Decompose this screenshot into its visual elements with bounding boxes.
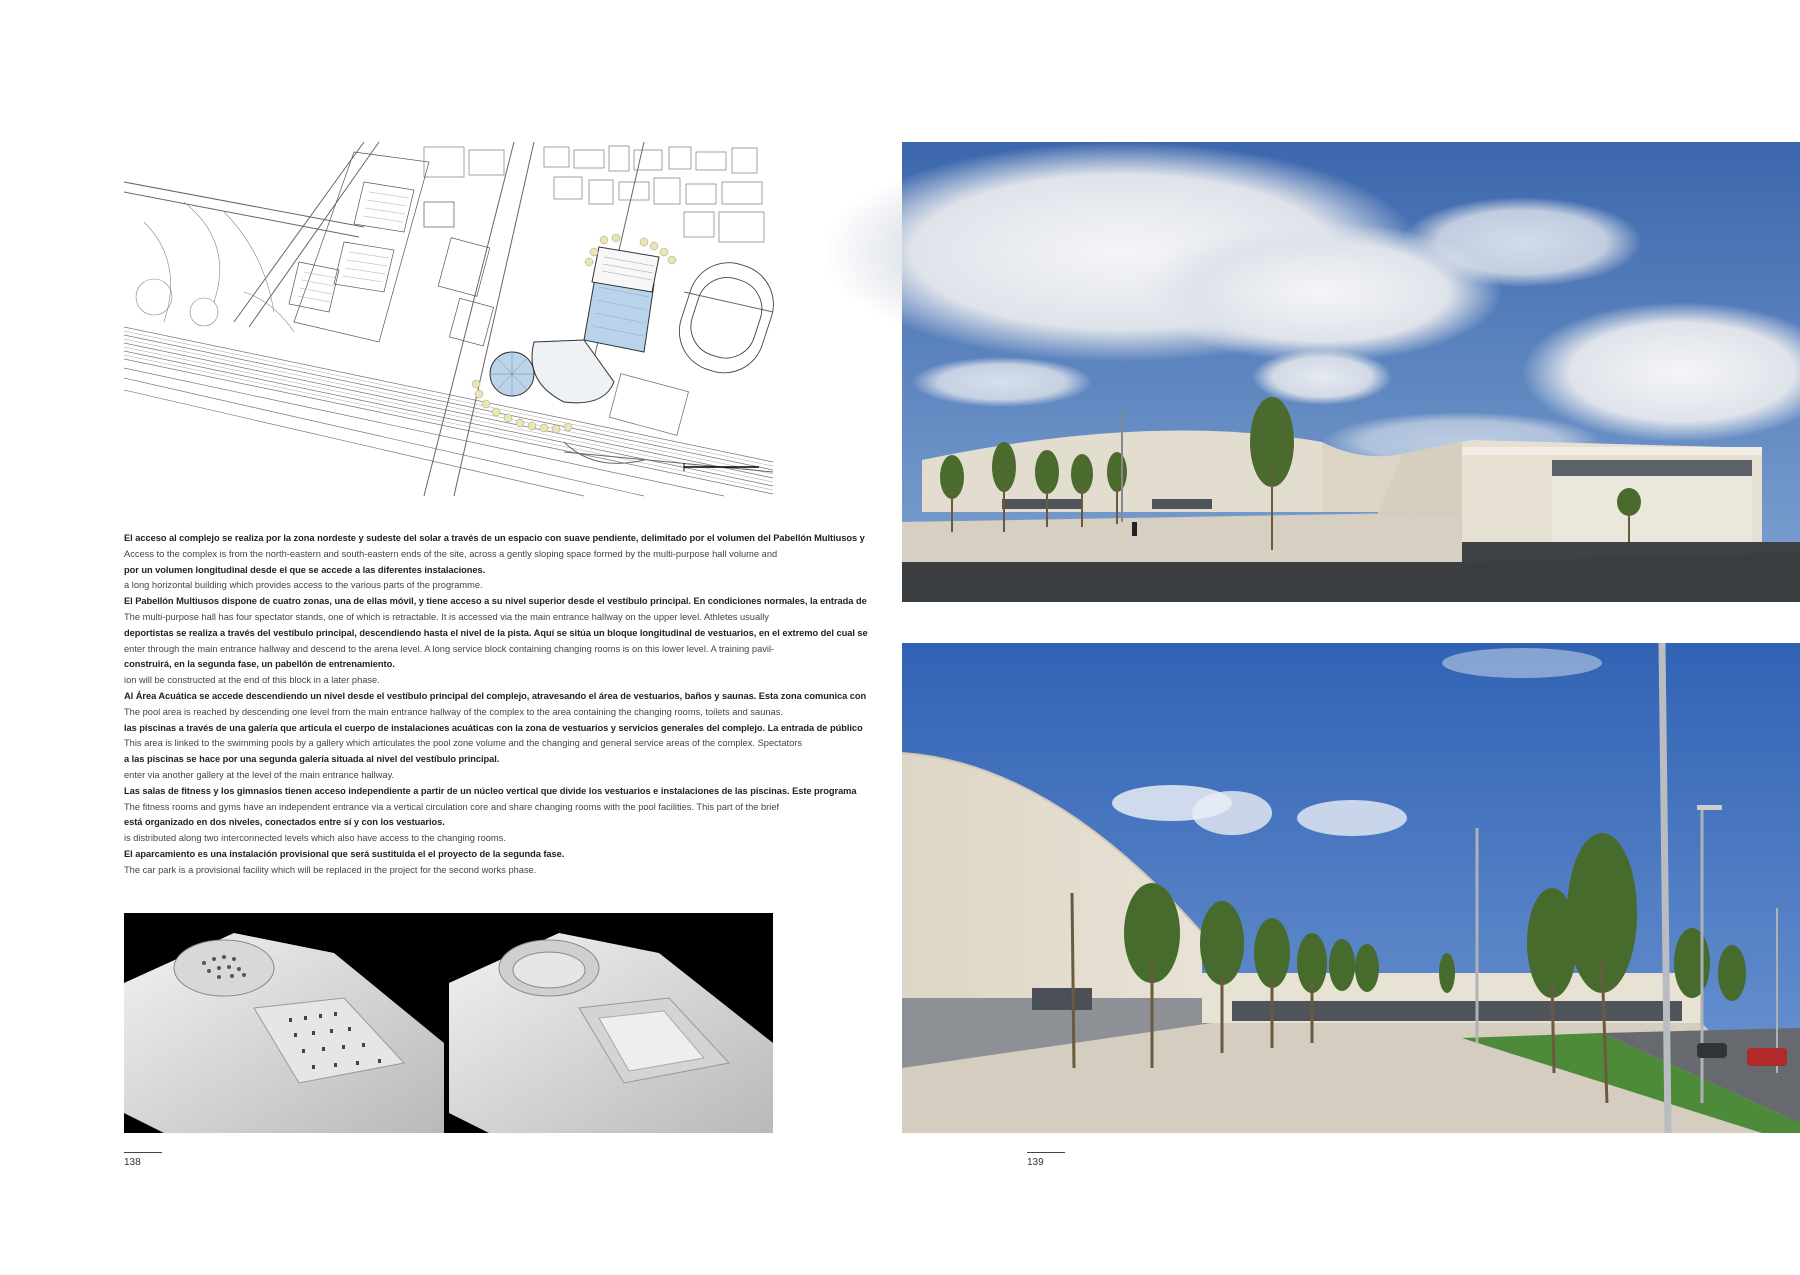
model-photo: [124, 913, 773, 1133]
text-line-en: Access to the complex is from the north-eastern and south-eastern ends of the site, across a gently sloping space formed by the multi-purpose hall volume and: [124, 548, 778, 559]
text-line-es: las piscinas a través de una galería que articula el cuerpo de instalaciones acuáticas con la zona de vestuarios y servicios generales del complejo. La entrada de público: [124, 722, 863, 733]
text-line-en: a long horizontal building which provides access to the various parts of the programme.: [124, 580, 483, 591]
body-text: [124, 531, 868, 879]
text-line-es: El aparcamiento es una instalación provisional que será sustituida el el proyecto de la segunda fase.: [124, 848, 565, 859]
text-line-en: ion will be constructed at the end of this block in a later phase.: [124, 675, 380, 686]
text-line-en: is distributed along two interconnected levels which also have access to the changing rooms.: [124, 833, 506, 844]
text-line-es: por un volumen longitudinal desde el que se accede a las diferentes instalaciones.: [124, 564, 486, 575]
massing-model-image: [124, 913, 773, 1133]
text-line-es: a las piscinas se hace por una segunda galería situada al nivel del vestíbulo principal.: [124, 754, 500, 765]
text-line-es: construirá, en la segunda fase, un pabellón de entrenamiento.: [124, 659, 395, 670]
building-photo-top: [902, 142, 1800, 602]
text-line-es: Al Área Acuática se accede descendiendo un nivel desde el vestíbulo principal del complejo, atravesando el área de vestuarios, baños y saunas. Esta zona comunica con: [124, 690, 867, 701]
text-line-es: El Pabellón Multiusos dispone de cuatro zonas, una de ellas móvil, y tiene acceso a su nivel superior desde el vestíbulo principal. En condiciones normales, la entrada de: [124, 596, 867, 607]
text-line-es: deportistas se realiza a través del vestíbulo principal, descendiendo hasta el nivel de la pista. Aquí se sitúa un bloque longitudinal de vestuarios, en el extremo del cual se: [124, 627, 868, 638]
text-line-es: El acceso al complejo se realiza por la zona nordeste y sudeste del solar a través de un espacio con suave pendiente, delimitado por el volumen del Pabellón Multiusos y: [124, 533, 865, 543]
text-line-en: enter via another gallery at the level of the main entrance hallway.: [124, 769, 395, 780]
building-photo-bottom: [902, 643, 1800, 1133]
text-line-en: The multi-purpose hall has four spectator stands, one of which is retractable. It is accessed via the main entrance hallway on the upper level. Athletes usually: [124, 611, 769, 622]
text-line-en: This area is linked to the swimming pools by a gallery which articulates the pool zone volume and the changing and general service areas of the complex. Spectators: [124, 738, 803, 749]
page-number-right: 139: [1027, 1157, 1044, 1168]
folio-rule-left: [124, 1152, 162, 1153]
folio-rule-right: [1027, 1152, 1065, 1153]
text-line-en: enter through the main entrance hallway and descend to the arena level. A long service block containing changing rooms is on this lower level. A training pavil-: [124, 643, 775, 654]
text-line-es: está organizado en dos niveles, conectados entre sí y con los vestuarios.: [124, 817, 445, 828]
building-exterior-photo-plaza-trees: [902, 643, 1800, 1133]
site-plan-drawing: [124, 142, 773, 496]
building-exterior-photo-cloudy-sky: [902, 142, 1800, 602]
text-line-en: The pool area is reached by descending one level from the main entrance hallway of the complex to the area containing the changing rooms, toilets and saunas.: [124, 706, 783, 717]
text-line-es: Las salas de fitness y los gimnasios tienen acceso independiente a partir de un núcleo vertical que divide los vestuarios e instalaciones de las piscinas. Este programa: [124, 785, 857, 796]
page-number-left: 138: [124, 1157, 141, 1168]
site-plan-figure: [124, 142, 773, 496]
text-line-en: The fitness rooms and gyms have an independent entrance via a vertical circulation core and share changing rooms with the pool facilities. This part of the brief: [124, 801, 780, 812]
text-line-en: The car park is a provisional facility which will be replaced in the project for the second works phase.: [124, 864, 537, 875]
